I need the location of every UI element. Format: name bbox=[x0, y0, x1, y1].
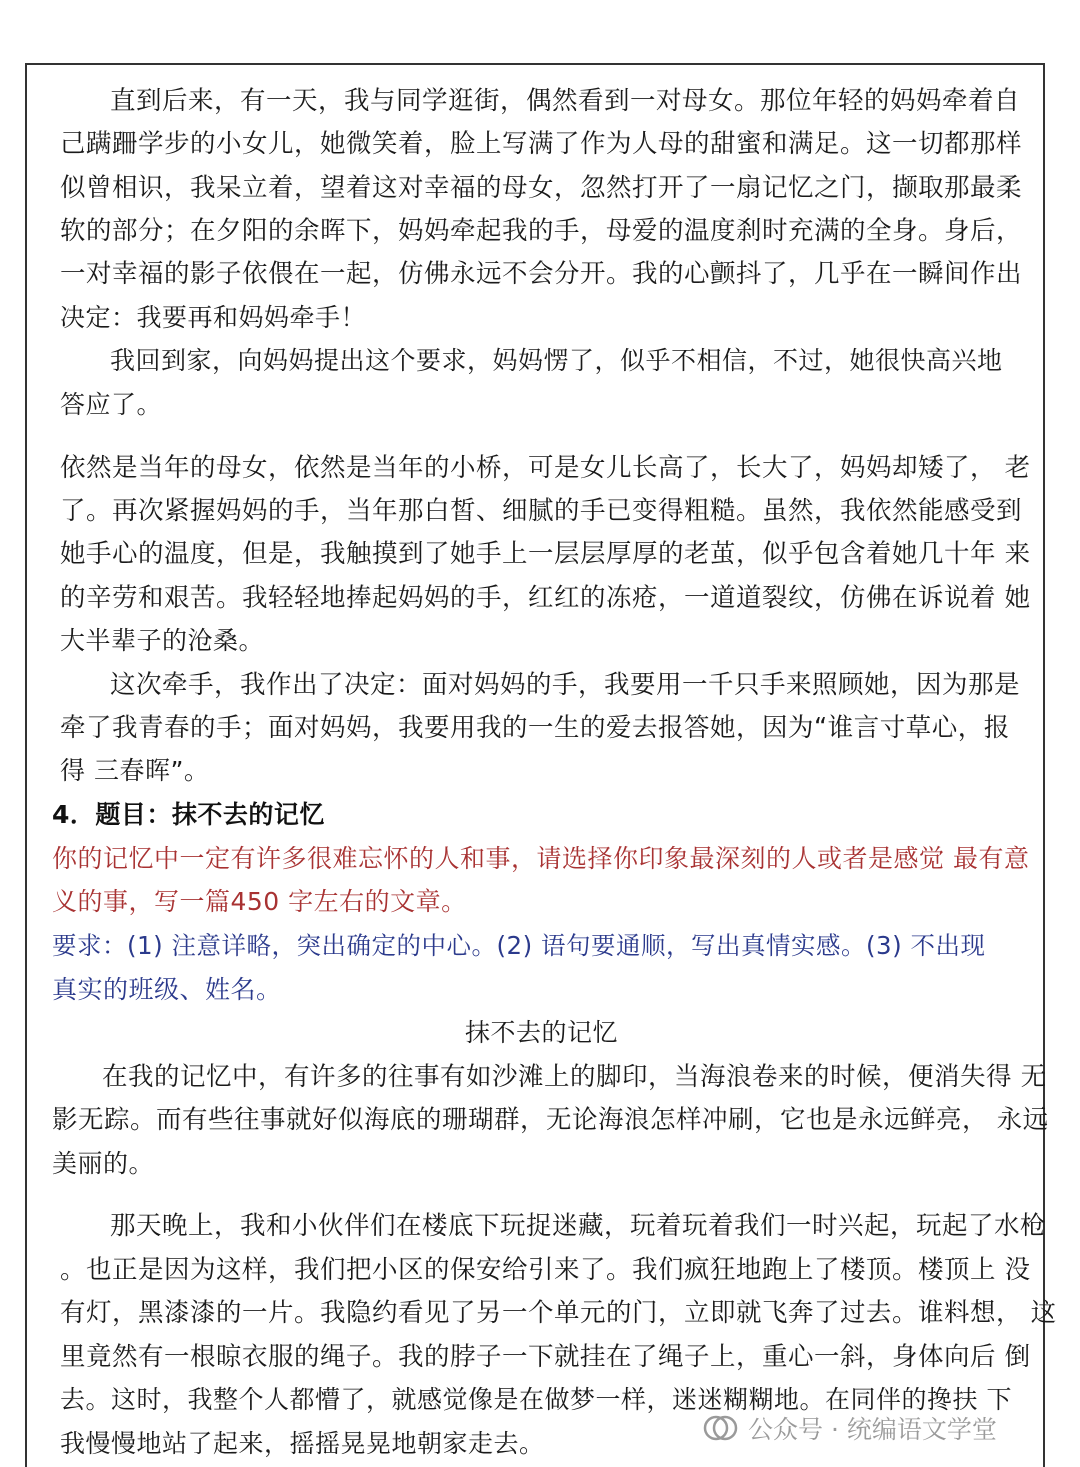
paragraph-line: 在我的记忆中，有许多的往事有如沙滩上的脚印，当海浪卷来的时候，便消失得 无 bbox=[102, 1062, 1047, 1092]
wechat-official-account-icon bbox=[700, 1413, 740, 1443]
paragraph-line: 这次牵手，我作出了决定：面对妈妈的手，我要用一千只手来照顾她，因为那是 bbox=[110, 670, 1021, 700]
paragraph-line: 大半辈子的沧桑。 bbox=[60, 626, 265, 655]
paragraph-line: 牵了我青春的手；面对妈妈，我要用我的一生的爱去报答她，因为“谁言寸草心，报 bbox=[60, 713, 1010, 743]
paragraph-line: 影无踪。而有些往事就好似海底的珊瑚群，无论海浪怎样冲刷，它也是永远鲜亮， 永远 bbox=[52, 1105, 1049, 1135]
paragraph-line: 一对幸福的影子依偎在一起，仿佛永远不会分开。我的心颤抖了，几乎在一瞬间作出 bbox=[60, 259, 1023, 289]
paragraph-line: 。也正是因为这样，我们把小区的保安给引来了。我们疯狂地跑上了楼顶。楼顶上 没 bbox=[60, 1255, 1031, 1285]
prompt-line: 义的事，写一篇450 字左右的文章。 bbox=[52, 887, 467, 916]
prompt-line: 你的记忆中一定有许多很难忘怀的人和事，请选择你印象最深刻的人或者是感觉 最有意 bbox=[52, 844, 1030, 873]
essay-title: 抹不去的记忆 bbox=[465, 1018, 619, 1047]
watermark-text: 公众号 · 统编语文学堂 bbox=[748, 1415, 997, 1444]
paragraph-line: 有灯，黑漆漆的一片。我隐约看见了另一个单元的门，立即就飞奔了过去。谁料想， 这 bbox=[60, 1298, 1057, 1328]
paragraph-line: 了。再次紧握妈妈的手，当年那白皙、细腻的手已变得粗糙。虽然，我依然能感受到 bbox=[60, 496, 1023, 526]
requirement-line: 要求：(1) 注意详略，突出确定的中心。(2) 语句要通顺，写出真情实感。(3) 不出现 bbox=[52, 931, 986, 960]
paragraph-line: 得 三春晖”。 bbox=[60, 756, 210, 785]
paragraph-line: 里竟然有一根晾衣服的绳子。我的脖子一下就挂在了绳子上，重心一斜，身体向后 倒 bbox=[60, 1342, 1031, 1372]
paragraph-line: 我慢慢地站了起来，摇摇晃晃地朝家走去。 bbox=[60, 1429, 545, 1458]
paragraph-line: 依然是当年的母女，依然是当年的小桥，可是女儿长高了，长大了，妈妈却矮了， 老 bbox=[60, 453, 1031, 483]
paragraph-line: 似曾相识，我呆立着，望着这对幸福的母女，忽然打开了一扇记忆之门，撷取那最柔 bbox=[60, 173, 1023, 203]
paragraph-line: 我回到家，向妈妈提出这个要求，妈妈愣了，似乎不相信，不过，她很快高兴地 bbox=[110, 346, 1003, 375]
paragraph-line: 的辛劳和艰苦。我轻轻地捧起妈妈的手，红红的冻疮，一道道裂纹，仿佛在诉说着 她 bbox=[60, 583, 1031, 613]
topic-heading: 4．题目：抹不去的记忆 bbox=[52, 800, 325, 829]
requirement-line: 真实的班级、姓名。 bbox=[52, 975, 282, 1004]
paragraph-line: 直到后来，有一天，我与同学逛街，偶然看到一对母女。那位年轻的妈妈牵着自 bbox=[110, 86, 1021, 116]
paragraph-line: 那天晚上，我和小伙伴们在楼底下玩捉迷藏，玩着玩着我们一时兴起，玩起了水枪 bbox=[110, 1211, 1047, 1241]
paragraph-line: 她手心的温度，但是，我触摸到了她手上一层层厚厚的老茧，似乎包含着她几十年 来 bbox=[60, 539, 1031, 569]
watermark bbox=[700, 1408, 997, 1448]
paragraph-line: 决定：我要再和妈妈牵手！ bbox=[60, 303, 367, 332]
paragraph-line: 软的部分；在夕阳的余晖下，妈妈牵起我的手，母爱的温度刹时充满的全身。身后， bbox=[60, 216, 1023, 246]
paragraph-line: 美丽的。 bbox=[52, 1149, 155, 1178]
paragraph-line: 答应了。 bbox=[60, 390, 163, 419]
paragraph-line: 去。这时，我整个人都懵了，就感觉像是在做梦一样，迷迷糊糊地。在同伴的搀扶 下 bbox=[60, 1385, 1012, 1414]
paragraph-line: 己蹒跚学步的小女儿，她微笑着，脸上写满了作为人母的甜蜜和满足。这一切都那样 bbox=[60, 129, 1023, 159]
